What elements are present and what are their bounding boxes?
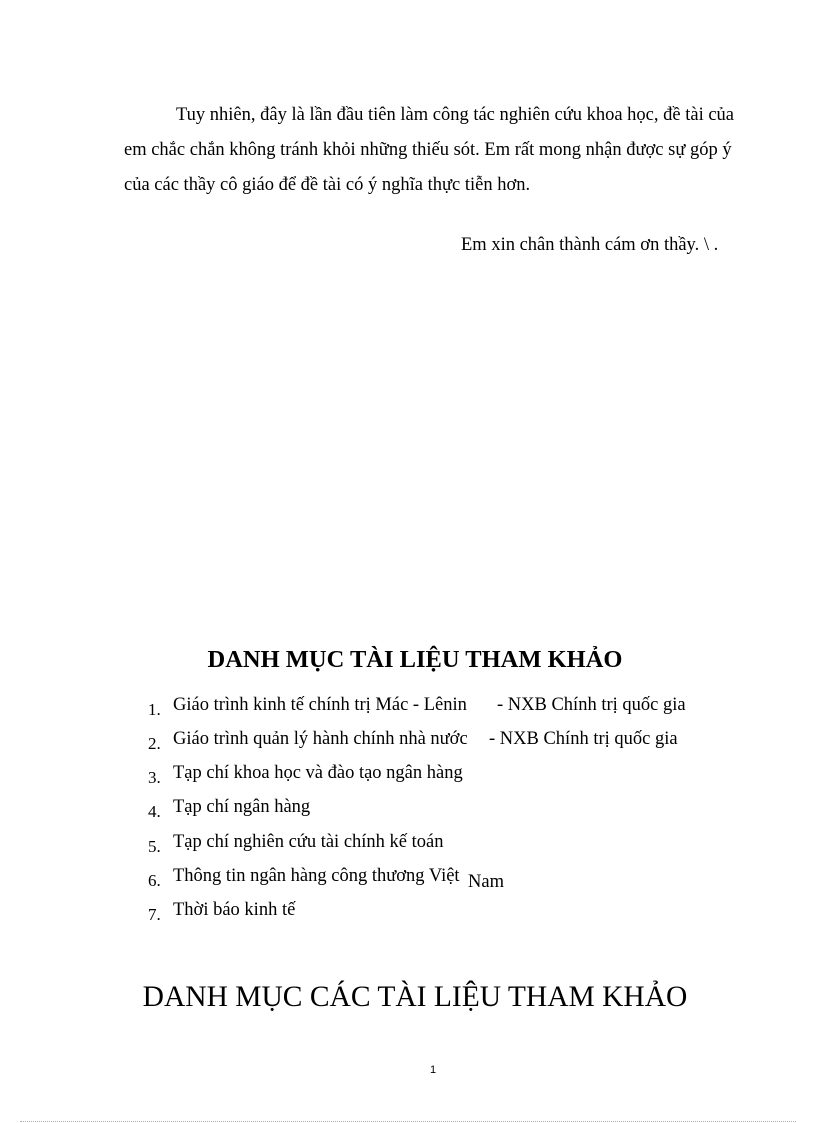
reference-number: 4. xyxy=(148,802,161,821)
reference-title: Thông tin ngân hàng công thương Việt xyxy=(173,866,460,886)
reference-title: Giáo trình quản lý hành chính nhà nước xyxy=(173,729,468,749)
reference-title: Tạp chí ngân hàng xyxy=(173,797,311,817)
reference-number: 3. xyxy=(148,768,161,787)
reference-publisher: - NXB Chính trị quốc gia xyxy=(497,695,686,715)
reference-title: Tạp chí khoa học và đào tạo ngân hàng xyxy=(173,763,463,783)
reference-title: Tạp chí nghiên cứu tài chính kế toán xyxy=(173,832,444,852)
reference-number: 2. xyxy=(148,734,161,753)
reference-title: Giáo trình kinh tế chính trị Mác - Lênin xyxy=(173,695,467,715)
reference-number: 5. xyxy=(148,837,161,856)
body-paragraph-line-1: Tuy nhiên, đây là lần đầu tiên làm công tác nghiên cứu khoa học, đề tài của xyxy=(176,105,735,125)
body-paragraph-line-2: em chắc chắn không tránh khỏi những thiếu sót. Em rất mong nhận được sự góp ý xyxy=(124,140,732,160)
references-heading: DANH MỤC TÀI LIỆU THAM KHẢO xyxy=(207,646,623,673)
reference-publisher: - NXB Chính trị quốc gia xyxy=(489,729,678,749)
reference-number: 7. xyxy=(148,905,161,924)
reference-number: 1. xyxy=(148,700,161,719)
footer-divider xyxy=(20,1121,796,1122)
reference-title: Thời báo kinh tế xyxy=(173,900,296,920)
reference-number: 6. xyxy=(148,871,161,890)
closing-line: Em xin chân thành cám ơn thầy. \ . xyxy=(461,235,719,255)
second-references-heading: DANH MỤC CÁC TÀI LIỆU THAM KHẢO xyxy=(142,981,688,1013)
reference-title-tail: Nam xyxy=(468,872,504,892)
page-number: 1 xyxy=(429,1064,437,1076)
body-paragraph-line-3: của các thầy cô giáo để đề tài có ý nghĩa thực tiễn hơn. xyxy=(124,175,531,195)
